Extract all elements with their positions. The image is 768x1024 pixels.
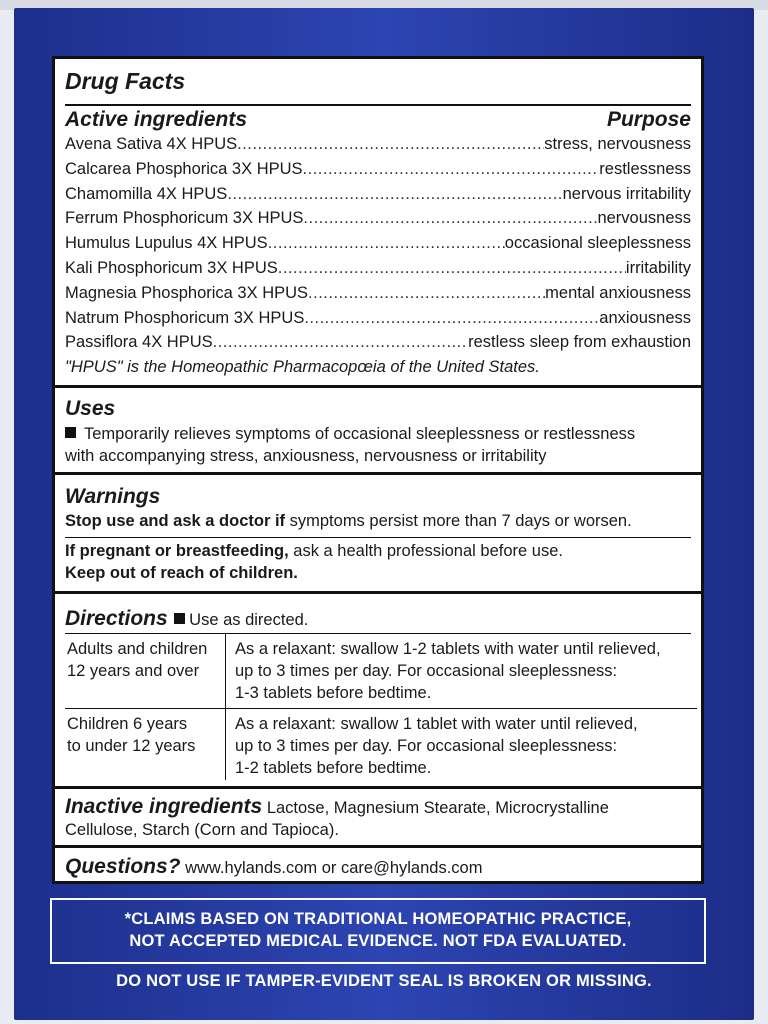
leader-dots <box>303 157 600 182</box>
questions-heading: Questions? <box>65 855 181 878</box>
bullet-square-icon <box>65 427 76 438</box>
questions-text: www.hylands.com or care@hylands.com <box>180 859 483 877</box>
section-divider <box>55 845 701 848</box>
ingredient-name: Natrum Phosphoricum 3X HPUS <box>65 308 305 327</box>
active-ingredients-section <box>55 108 701 379</box>
ingredient-purpose: irritability <box>625 258 691 277</box>
table-row-adults-how <box>235 638 661 704</box>
leader-dots <box>268 231 505 256</box>
claims-disclaimer-box <box>50 898 706 964</box>
ingredient-purpose: nervousness <box>597 209 691 228</box>
ingredient-name: Magnesia Phosphorica 3X HPUS <box>65 283 309 302</box>
ingredient-purpose: anxiousness <box>599 308 691 327</box>
ingredient-name: Humulus Lupulus 4X HPUS <box>65 234 268 253</box>
ingredient-row <box>65 256 691 281</box>
inactive-ingredients-heading: Inactive ingredients <box>65 795 263 818</box>
table-row-adults-who <box>67 638 207 682</box>
claims-line-1: *CLAIMS BASED ON TRADITIONAL HOMEOPATHIC PRACTICE, <box>124 910 632 928</box>
ingredient-purpose: stress, nervousness <box>544 135 691 153</box>
ingredient-row <box>65 182 691 207</box>
leader-dots <box>278 256 626 281</box>
ingredient-name: Ferrum Phosphoricum 3X HPUS <box>65 209 304 228</box>
leader-dots <box>213 330 469 355</box>
table-row-children-who <box>67 713 195 757</box>
table-column-divider <box>225 634 226 780</box>
ingredient-row <box>65 132 691 157</box>
hpus-note: "HPUS" is the Homeopathic Pharmacopœia of the United States. <box>65 358 540 377</box>
section-divider <box>55 786 701 789</box>
warnings-heading: Warnings <box>65 485 161 508</box>
uses-line-1: Temporarily relieves symptoms of occasional sleeplessness or restlessness <box>84 425 636 443</box>
leader-dots <box>304 306 599 331</box>
how-line: up to 3 times per day. For occasional sleeplessness: <box>235 662 618 680</box>
pregnant-label: If pregnant or breastfeeding, <box>65 542 289 560</box>
ingredient-row <box>65 281 691 306</box>
inactive-ingredients-section <box>55 795 701 841</box>
stop-use-text: symptoms persist more than 7 days or worsen. <box>285 512 632 530</box>
directions-heading: Directions <box>65 607 168 630</box>
ingredient-row <box>65 306 691 331</box>
ingredient-purpose: restless sleep from exhaustion <box>468 333 691 352</box>
leader-dots <box>237 132 544 157</box>
pregnancy-warning-section <box>55 540 701 584</box>
ingredient-name: Calcarea Phosphorica 3X HPUS <box>65 159 303 178</box>
ingredient-row <box>65 330 691 355</box>
how-line: 1-3 tablets before bedtime. <box>235 684 432 702</box>
ingredient-row <box>65 157 691 182</box>
keep-out-text: Keep out of reach of children. <box>65 564 298 582</box>
ingredient-name: Chamomilla 4X HPUS <box>65 184 228 203</box>
table-row-divider <box>65 708 697 709</box>
ingredient-name: Avena Sativa 4X HPUS <box>65 135 238 153</box>
uses-heading: Uses <box>65 397 116 420</box>
who-line: 12 years and over <box>67 662 200 680</box>
warnings-section <box>55 485 701 532</box>
leader-dots <box>308 281 545 306</box>
directions-section <box>55 607 701 631</box>
how-line: up to 3 times per day. For occasional sleeplessness: <box>235 737 618 755</box>
bullet-square-icon <box>174 613 185 624</box>
directions-table <box>65 634 697 780</box>
uses-section <box>55 397 701 467</box>
who-line: Adults and children <box>67 640 208 658</box>
ingredient-row <box>65 206 691 231</box>
drug-facts-title: Drug Facts <box>65 68 186 94</box>
tamper-seal-warning: DO NOT USE IF TAMPER-EVIDENT SEAL IS BROKEN OR MISSING. <box>116 972 652 990</box>
drug-facts-panel <box>52 56 704 884</box>
claims-line-2: NOT ACCEPTED MEDICAL EVIDENCE. NOT FDA EVALUATED. <box>129 932 627 950</box>
how-line: As a relaxant: swallow 1-2 tablets with water until relieved, <box>235 640 661 658</box>
warnings-rule <box>65 537 691 538</box>
title-rule <box>65 104 691 106</box>
leader-dots <box>227 182 562 207</box>
section-divider <box>55 591 701 594</box>
ingredients-list <box>65 132 691 355</box>
section-divider <box>55 385 701 388</box>
who-line: to under 12 years <box>67 737 196 755</box>
questions-section <box>55 855 701 879</box>
ingredient-purpose: occasional sleeplessness <box>504 234 691 253</box>
ingredient-row <box>65 231 691 256</box>
active-ingredients-heading: Active ingredients <box>65 108 248 131</box>
drug-facts-title-section <box>55 67 701 95</box>
ingredient-purpose: restlessness <box>599 159 691 178</box>
table-row-children-how <box>235 713 638 779</box>
ingredient-purpose: nervous irritability <box>562 184 691 203</box>
ingredient-purpose: mental anxiousness <box>545 283 691 302</box>
who-line: Children 6 years <box>67 715 188 733</box>
section-divider <box>55 472 701 475</box>
leader-dots <box>303 206 597 231</box>
inactive-text-2: Cellulose, Starch (Corn and Tapioca). <box>65 821 339 839</box>
pregnant-text: ask a health professional before use. <box>288 542 563 560</box>
purpose-heading: Purpose <box>606 108 691 131</box>
how-line: 1-2 tablets before bedtime. <box>235 759 432 777</box>
directions-intro: Use as directed. <box>189 611 309 629</box>
uses-line-2: with accompanying stress, anxiousness, nervousness or irritability <box>65 447 547 465</box>
stop-use-label: Stop use and ask a doctor if <box>65 512 286 530</box>
ingredient-name: Kali Phosphoricum 3X HPUS <box>65 258 278 277</box>
how-line: As a relaxant: swallow 1 tablet with water until relieved, <box>235 715 638 733</box>
inactive-text-1: Lactose, Magnesium Stearate, Microcrystalline <box>262 799 609 817</box>
ingredient-name: Passiflora 4X HPUS <box>65 333 213 352</box>
